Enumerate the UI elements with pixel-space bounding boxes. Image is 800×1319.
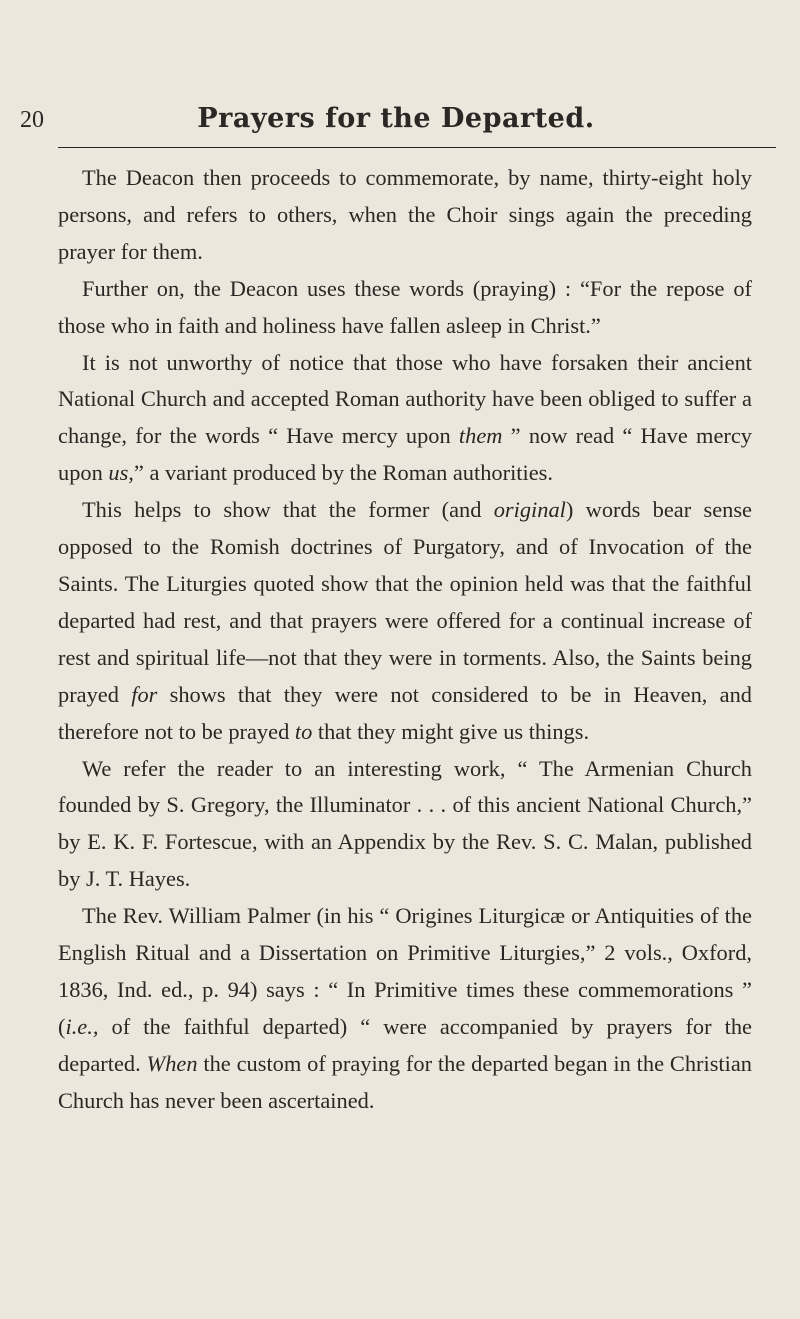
italic-emphasis: them [458,423,503,449]
italic-emphasis: original [493,497,566,523]
text-run: ) words bear sense opposed to the Romish doctrines of Purgatory, and of Invocation of the Saints. The Liturgies quoted show that the opinion held was that the faithful departed had rest, and that prayers were offered for a continual increase of rest and spiritual life—not that they were in torments. Also, the Saints being prayed [58,497,752,707]
running-title: Prayers for the Departed. [197,103,595,134]
paragraph [58,160,752,271]
italic-emphasis: i.e., [65,1013,99,1039]
paragraph [58,492,752,750]
italic-emphasis: When [146,1050,198,1076]
text-run: The Deacon then proceeds to commemorate, by name, thirty-eight holy persons, and refers to others, when the Choir sings again the preceding prayer for them. [58,165,752,264]
text-run: Further on, the Deacon uses these words (praying) : “For the repose of those who in faith and holiness have fallen asleep in Christ.” [58,275,752,338]
text-run: the custom of praying for the departed began in the Christian Church has never been ascertained. [58,1050,752,1113]
paragraph [58,898,752,1119]
text-run: ” now read “ Have mercy upon [58,423,752,486]
text-run: This helps to show that the former (and [82,497,494,523]
text-run: of the faithful departed) “ were accompanied by prayers for the departed. [58,1013,752,1076]
text-run: ” a variant produced by the Roman authorities. [133,460,553,486]
text-run: The Rev. William Palmer (in his “ Origines Liturgicæ or Antiquities of the English Ritual and a Dissertation on Primitive Liturgies,” 2 vols., Oxford, 1836, Ind. ed., p. 94) says : “ In Primitive times these commemorations ” ( [58,903,752,1039]
header-rule [58,147,776,148]
italic-emphasis: us, [108,460,134,486]
page-number: 20 [20,107,44,133]
italic-emphasis: for [131,681,158,707]
text-run: It is not unworthy of notice that those who have forsaken their ancient National Church and accepted Roman authority have been obliged to suffer a change, for the words “ Have mercy upon [58,349,752,449]
paragraph [58,271,752,345]
body-text [58,160,752,1120]
paragraph [58,345,752,493]
paragraph [58,751,752,899]
italic-emphasis: to [294,718,313,744]
page-header [20,104,772,144]
text-run: We refer the reader to an interesting work, “ The Armenian Church founded by S. Gregory, the Illuminator . . . of this ancient National Church,” by E. K. F. Fortescue, with an Appendix by the Rev. S. C. Malan, published by J. T. Hayes. [58,755,752,892]
text-run: that they might give us things. [312,718,590,744]
text-run: shows that they were not considered to be in Heaven, and therefore not to be prayed [58,681,752,744]
